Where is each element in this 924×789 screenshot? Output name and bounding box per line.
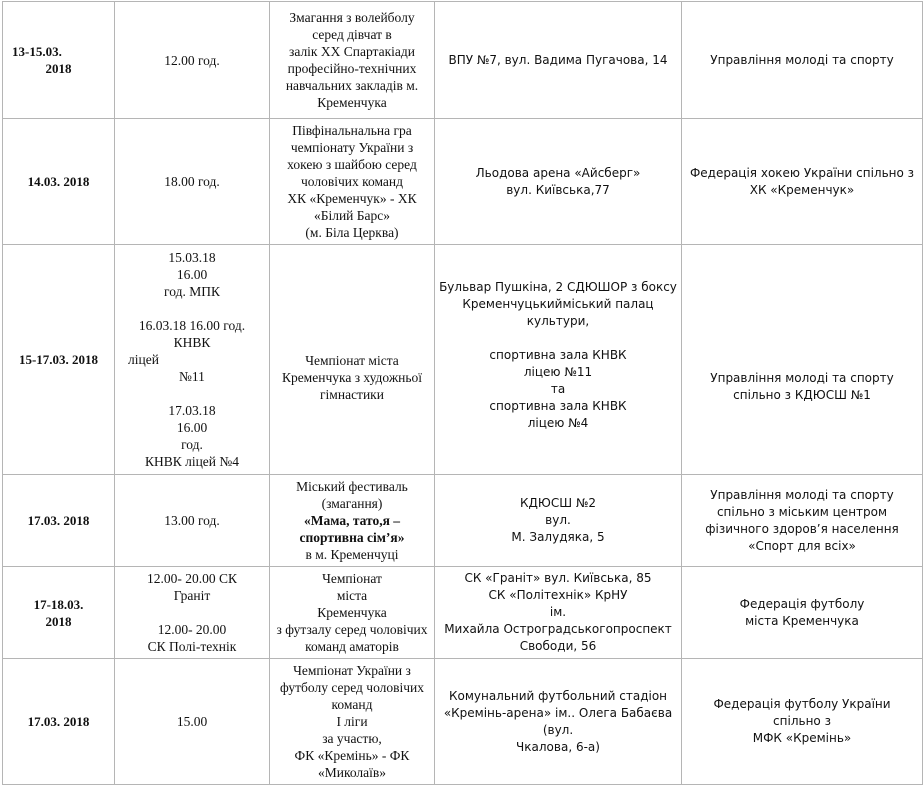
event-text: хокею з шайбою серед xyxy=(287,157,417,172)
time-text: КНВК xyxy=(173,335,211,350)
place-cell xyxy=(435,659,682,785)
date-text: 2018 xyxy=(45,61,72,76)
organizer-cell xyxy=(682,659,923,785)
event-text: чоловічих команд xyxy=(300,174,403,189)
event-cell xyxy=(270,245,435,475)
table-row xyxy=(3,245,923,475)
organizer-text: Управління молоді та спорту xyxy=(710,370,894,385)
event-text: «Миколаїв» xyxy=(317,765,387,780)
table-row xyxy=(3,567,923,659)
date-cell xyxy=(3,567,115,659)
place-text: вул. Київська,77 xyxy=(506,182,610,197)
time-text: КНВК ліцей №4 xyxy=(144,454,240,469)
event-cell xyxy=(270,567,435,659)
event-text: міста xyxy=(336,588,368,603)
place-text: СК «Політехнік» КрНУ xyxy=(488,588,628,602)
date-text: 17.03. 2018 xyxy=(27,513,90,528)
time-text: год. xyxy=(181,437,203,452)
event-text: чемпіонату України з xyxy=(290,140,414,155)
place-text: СК «Граніт» вул. Київська, 85 xyxy=(464,571,652,585)
place-text: вул. xyxy=(545,513,571,527)
event-text: гімнастики xyxy=(320,387,384,402)
event-text: ХК «Кременчук» - ХК xyxy=(287,191,417,206)
place-text: ліцею №4 xyxy=(527,416,589,430)
event-text: футболу серед чоловічих xyxy=(279,680,425,695)
place-text: КДЮСШ №2 xyxy=(520,496,596,510)
organizer-text: спільно з xyxy=(773,714,831,728)
time-text: №11 xyxy=(179,369,205,384)
time-cell xyxy=(115,659,270,785)
date-cell xyxy=(3,659,115,785)
event-text: Півфінальнальна гра xyxy=(292,123,412,138)
date-text: 14.03. 2018 xyxy=(27,174,90,189)
place-text: культури, xyxy=(526,314,590,328)
place-text: Кременчуцькиймiський палац xyxy=(462,297,654,311)
event-text: «Білий Барс» xyxy=(313,208,391,223)
place-text: ліцею №11 xyxy=(523,365,593,379)
date-cell xyxy=(3,475,115,567)
time-text: 16.03.18 16.00 год. xyxy=(138,318,246,333)
time-text: 12.00- 20.00 xyxy=(157,622,227,637)
place-cell xyxy=(435,475,682,567)
organizer-text: Федерація хокею України спільно з xyxy=(689,165,915,180)
organizer-text: міста Кременчука xyxy=(745,613,859,628)
place-text: Свободи, 56 xyxy=(519,639,597,653)
time-text: 16.00 xyxy=(176,420,208,435)
event-text: серед дівчат в xyxy=(312,27,392,42)
event-cell xyxy=(270,475,435,567)
date-cell xyxy=(3,245,115,475)
table-row xyxy=(3,119,923,245)
event-cell xyxy=(270,2,435,119)
event-text: команд аматорів xyxy=(305,639,399,654)
place-cell xyxy=(435,567,682,659)
event-text: Кременчука xyxy=(317,95,387,110)
organizer-cell xyxy=(682,567,923,659)
place-text: Чкалова, 6-а) xyxy=(516,739,600,754)
organizer-text: фізичного здоров’я населення xyxy=(705,521,899,536)
time-cell xyxy=(115,119,270,245)
organizer-text: спільно з КДЮСШ №1 xyxy=(733,387,871,402)
event-text: Чемпіонат xyxy=(322,571,382,586)
time-cell xyxy=(115,2,270,119)
organizer-text: «Спорт для всіх» xyxy=(748,538,856,553)
time-cell xyxy=(115,475,270,567)
event-text: (м. Біла Церква) xyxy=(305,225,399,240)
time-text: 12.00 год. xyxy=(164,52,220,68)
date-text: 17.03. 2018 xyxy=(27,714,90,729)
event-text: в м. Кременчуці xyxy=(305,547,399,562)
table-row xyxy=(3,2,923,119)
time-text: ліцей xyxy=(128,352,159,367)
date-text: 2018 xyxy=(45,613,72,629)
event-text: команд xyxy=(331,697,373,712)
date-text: 17-18.03. xyxy=(33,596,84,612)
event-text: навчальних закладів м. xyxy=(285,78,419,93)
place-text: спортивна зала КНВК xyxy=(489,399,627,413)
event-text: Міський фестиваль xyxy=(296,479,408,494)
organizer-text: Федерація футболу xyxy=(739,596,865,611)
event-text: ФК «Кремінь» - ФК xyxy=(294,748,410,763)
time-text: 17.03.18 xyxy=(168,403,216,418)
event-title-bold: спортивна сім’я» xyxy=(299,530,405,545)
time-text: Граніт xyxy=(173,588,211,603)
place-text: Комунальний футбольний стадіон xyxy=(448,688,668,703)
event-text: з футзалу серед чоловічих xyxy=(276,622,428,637)
place-cell xyxy=(435,245,682,475)
date-text: 13-15.03. xyxy=(12,44,62,59)
time-cell xyxy=(115,245,270,475)
event-text: Змагання з волейболу xyxy=(289,10,415,25)
event-text: Кременчука xyxy=(317,605,387,620)
organizer-cell xyxy=(682,2,923,119)
time-text: год. МПК xyxy=(164,284,220,299)
time-cell xyxy=(115,567,270,659)
organizer-text: МФК «Кремінь» xyxy=(752,731,852,745)
date-cell xyxy=(3,2,115,119)
place-cell xyxy=(435,2,682,119)
event-text: професійно-технічних xyxy=(287,61,417,76)
event-text: І ліги xyxy=(336,714,368,729)
time-text: 15.00 xyxy=(176,714,208,729)
organizer-text: Управління молоді та спорту xyxy=(710,52,894,67)
date-cell xyxy=(3,119,115,245)
organizer-text: спільно з міським центром xyxy=(716,504,888,519)
organizer-text: ХК «Кременчук» xyxy=(749,182,855,197)
event-text: Кременчука з художньої xyxy=(281,370,423,385)
table-row xyxy=(3,475,923,567)
event-text: за участю, xyxy=(322,731,382,746)
place-text: ім. xyxy=(549,605,567,619)
organizer-cell xyxy=(682,475,923,567)
table-row xyxy=(3,659,923,785)
place-text: Льодова арена «Айсберг» xyxy=(475,165,641,180)
place-text: М. Залудяка, 5 xyxy=(511,530,605,544)
event-cell xyxy=(270,119,435,245)
place-text: ВПУ №7, вул. Вадима Пугачова, 14 xyxy=(448,52,668,67)
event-text: (змагання) xyxy=(321,496,383,511)
place-text: (вул. xyxy=(542,722,574,737)
place-text: Михайла Остроградськогопроспект xyxy=(444,622,672,636)
organizer-text: Управління молоді та спорту xyxy=(710,487,894,502)
place-text: та xyxy=(550,382,566,396)
events-schedule-table xyxy=(2,1,923,785)
event-cell xyxy=(270,659,435,785)
time-text: 18.00 год. xyxy=(164,174,220,189)
event-title-bold: «Мама, тато,я – xyxy=(303,513,401,528)
time-text: СК Полі-технік xyxy=(147,639,237,654)
time-text: 13.00 год. xyxy=(164,513,220,528)
place-cell xyxy=(435,119,682,245)
time-text: 15.03.18 xyxy=(168,250,216,265)
date-text: 15-17.03. 2018 xyxy=(18,352,99,367)
organizer-text: Федерація футболу України xyxy=(713,697,891,711)
organizer-cell xyxy=(682,119,923,245)
time-text: 12.00- 20.00 СК xyxy=(146,571,237,586)
time-text: 16.00 xyxy=(176,267,208,282)
event-text: Чемпіонат України з xyxy=(293,663,411,678)
organizer-cell xyxy=(682,245,923,475)
place-text: спортивна зала КНВК xyxy=(489,348,627,362)
event-text: залік ХХ Спартакіади xyxy=(289,44,415,59)
event-text: Чемпіонат міста xyxy=(305,353,399,368)
place-text: «Кремінь-арена» ім.. Олега Бабаєва xyxy=(443,705,673,720)
place-text: Бульвар Пушкіна, 2 СДЮШОР з боксу xyxy=(439,280,677,294)
